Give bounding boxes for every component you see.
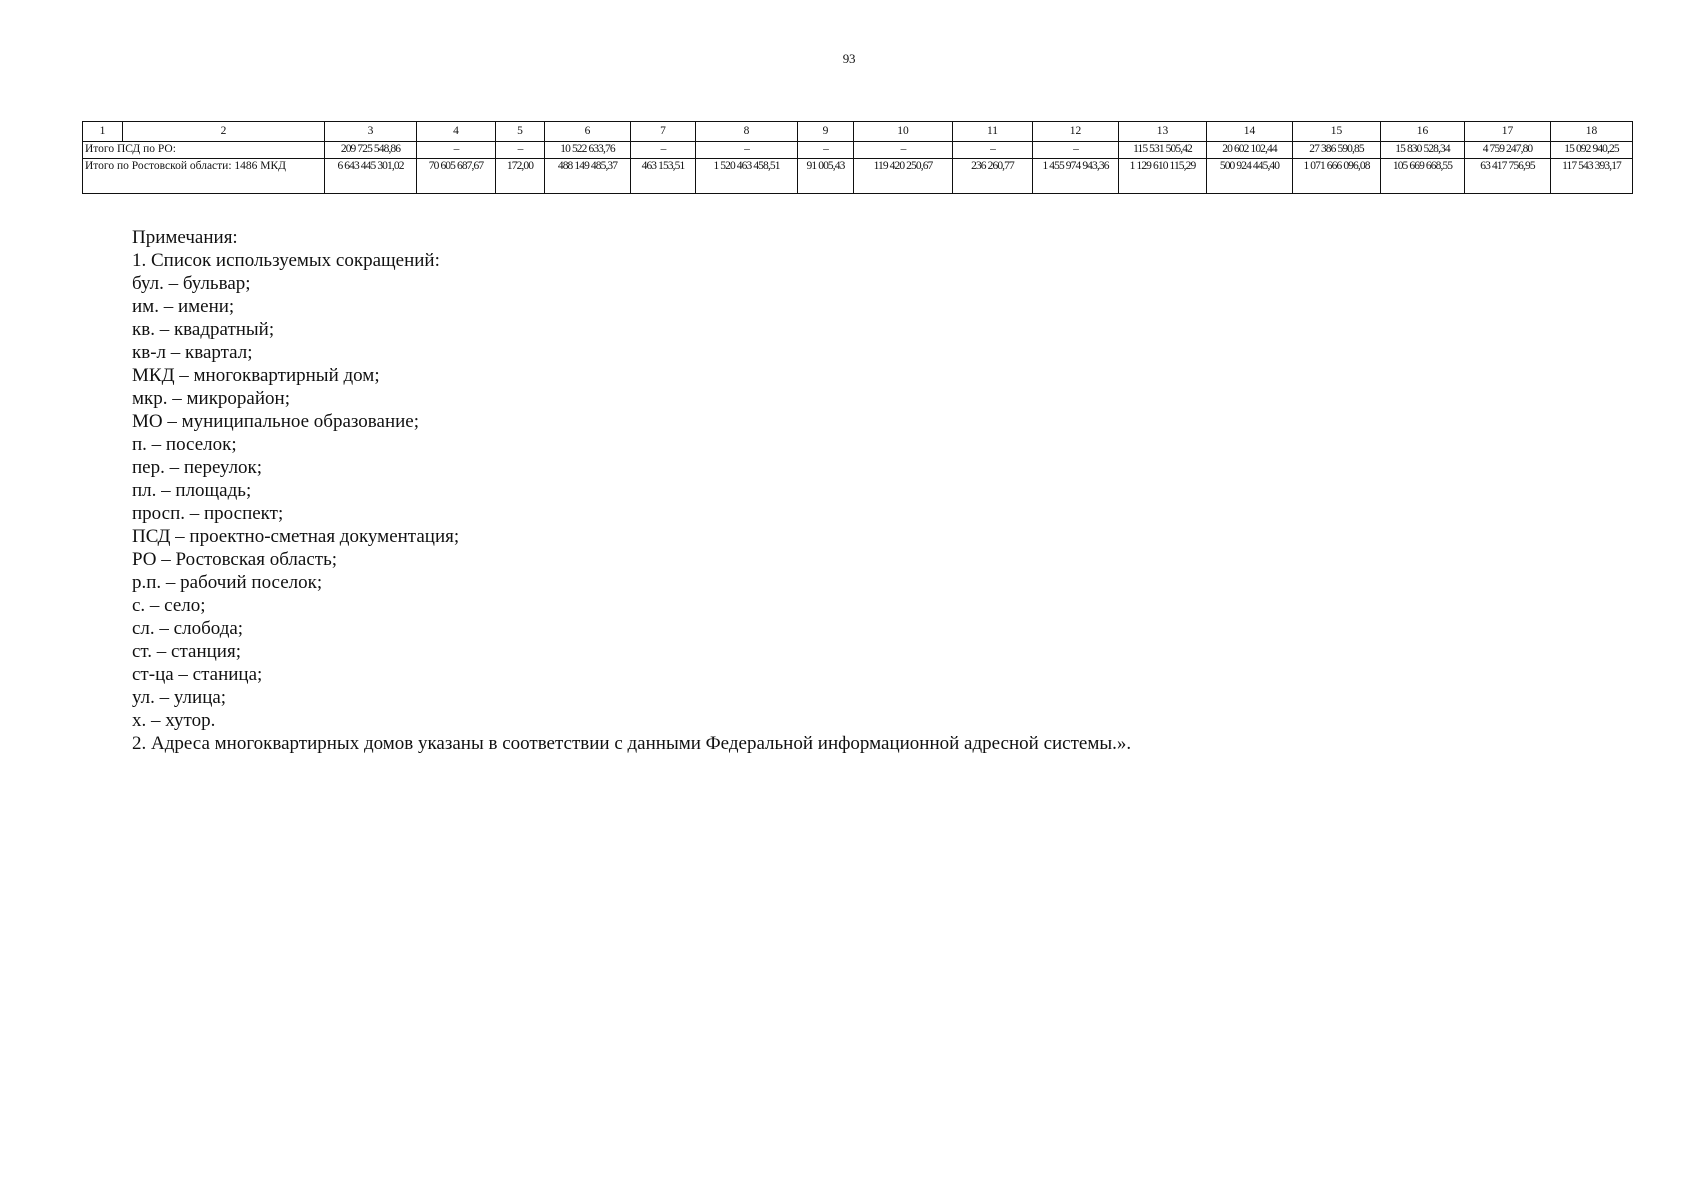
abbreviation-item: сл. – слобода; — [132, 618, 244, 639]
column-header: 18 — [1551, 122, 1633, 142]
column-header: 16 — [1381, 122, 1465, 142]
table-row-psd-total — [83, 142, 1633, 159]
table-cell: – — [854, 142, 953, 159]
table-cell: – — [696, 142, 798, 159]
column-header: 5 — [496, 122, 545, 142]
table-cell: – — [798, 142, 854, 159]
table-cell: 20 602 102,44 — [1207, 142, 1293, 159]
table-cell: 105 669 668,55 — [1381, 159, 1465, 194]
column-header: 13 — [1119, 122, 1207, 142]
table-row-region-total — [83, 159, 1633, 194]
table-cell: – — [417, 142, 496, 159]
abbreviation-item: ст-ца – станица; — [132, 664, 263, 685]
table-cell: – — [631, 142, 696, 159]
table-cell: 15 830 528,34 — [1381, 142, 1465, 159]
abbreviation-item: кв-л – квартал; — [132, 342, 253, 363]
abbreviation-item: бул. – бульвар; — [132, 273, 251, 294]
column-header: 9 — [798, 122, 854, 142]
column-header: 6 — [545, 122, 631, 142]
table-cell: 91 005,43 — [798, 159, 854, 194]
table-cell: 463 153,51 — [631, 159, 696, 194]
column-header: 4 — [417, 122, 496, 142]
abbreviation-item: х. – хутор. — [132, 710, 216, 731]
column-header: 11 — [953, 122, 1033, 142]
table-cell: – — [1033, 142, 1119, 159]
table-cell: 117 543 393,17 — [1551, 159, 1633, 194]
note-addresses: 2. Адреса многоквартирных домов указаны в соответствии с данными Федеральной информационной адресной системы.». — [132, 733, 1132, 754]
table-header-row — [83, 122, 1633, 142]
abbreviation-item: ст. – станция; — [132, 641, 241, 662]
abbreviation-item: пл. – площадь; — [132, 480, 252, 501]
abbreviation-item: мкр. – микрорайон; — [132, 388, 290, 409]
table-cell: 1 520 463 458,51 — [696, 159, 798, 194]
abbreviation-item: кв. – квадратный; — [132, 319, 275, 340]
abbreviation-item: пер. – переулок; — [132, 457, 263, 478]
column-header: 2 — [123, 122, 325, 142]
table-cell: 6 643 445 301,02 — [325, 159, 417, 194]
table-cell: 27 386 590,85 — [1293, 142, 1381, 159]
abbreviation-item: им. – имени; — [132, 296, 235, 317]
table-cell: 115 531 505,42 — [1119, 142, 1207, 159]
table-cell: 4 759 247,80 — [1465, 142, 1551, 159]
abbreviation-item: ПСД – проектно-сметная документация; — [132, 526, 460, 547]
column-header: 8 — [696, 122, 798, 142]
table-cell: 119 420 250,67 — [854, 159, 953, 194]
abbreviation-item: с. – село; — [132, 595, 206, 616]
abbreviation-item: р.п. – рабочий поселок; — [132, 572, 323, 593]
table-cell: 1 129 610 115,29 — [1119, 159, 1207, 194]
page-number: 93 — [842, 51, 856, 66]
table-cell: 500 924 445,40 — [1207, 159, 1293, 194]
abbreviation-item: ул. – улица; — [132, 687, 227, 708]
notes-section — [132, 226, 1612, 755]
table-cell: 10 522 633,76 — [545, 142, 631, 159]
abbreviation-item: МКД – многоквартирный дом; — [132, 365, 380, 386]
table-cell: 1 071 666 096,08 — [1293, 159, 1381, 194]
column-header: 14 — [1207, 122, 1293, 142]
abbreviation-item: просп. – проспект; — [132, 503, 284, 524]
column-header: 12 — [1033, 122, 1119, 142]
row-label: Итого по Ростовской области: 1486 МКД — [83, 159, 325, 194]
table-cell: 15 092 940,25 — [1551, 142, 1633, 159]
table-cell: – — [496, 142, 545, 159]
table-cell: 172,00 — [496, 159, 545, 194]
column-header: 3 — [325, 122, 417, 142]
table-cell: 63 417 756,95 — [1465, 159, 1551, 194]
summary-table — [82, 121, 1633, 194]
table-cell: 488 149 485,37 — [545, 159, 631, 194]
column-header: 1 — [83, 122, 123, 142]
row-label: Итого ПСД по РО: — [83, 142, 325, 159]
column-header: 17 — [1465, 122, 1551, 142]
abbreviation-item: п. – поселок; — [132, 434, 237, 455]
table-cell: 70 605 687,67 — [417, 159, 496, 194]
table-cell: 209 725 548,86 — [325, 142, 417, 159]
table-cell: – — [953, 142, 1033, 159]
notes-title: Примечания: — [132, 227, 238, 248]
column-header: 15 — [1293, 122, 1381, 142]
table-cell: 1 455 974 943,36 — [1033, 159, 1119, 194]
abbreviation-item: МО – муниципальное образование; — [132, 411, 420, 432]
table-cell: 236 260,77 — [953, 159, 1033, 194]
column-header: 10 — [854, 122, 953, 142]
column-header: 7 — [631, 122, 696, 142]
abbreviation-item: РО – Ростовская область; — [132, 549, 338, 570]
abbreviations-list-title: 1. Список используемых сокращений: — [132, 250, 440, 271]
